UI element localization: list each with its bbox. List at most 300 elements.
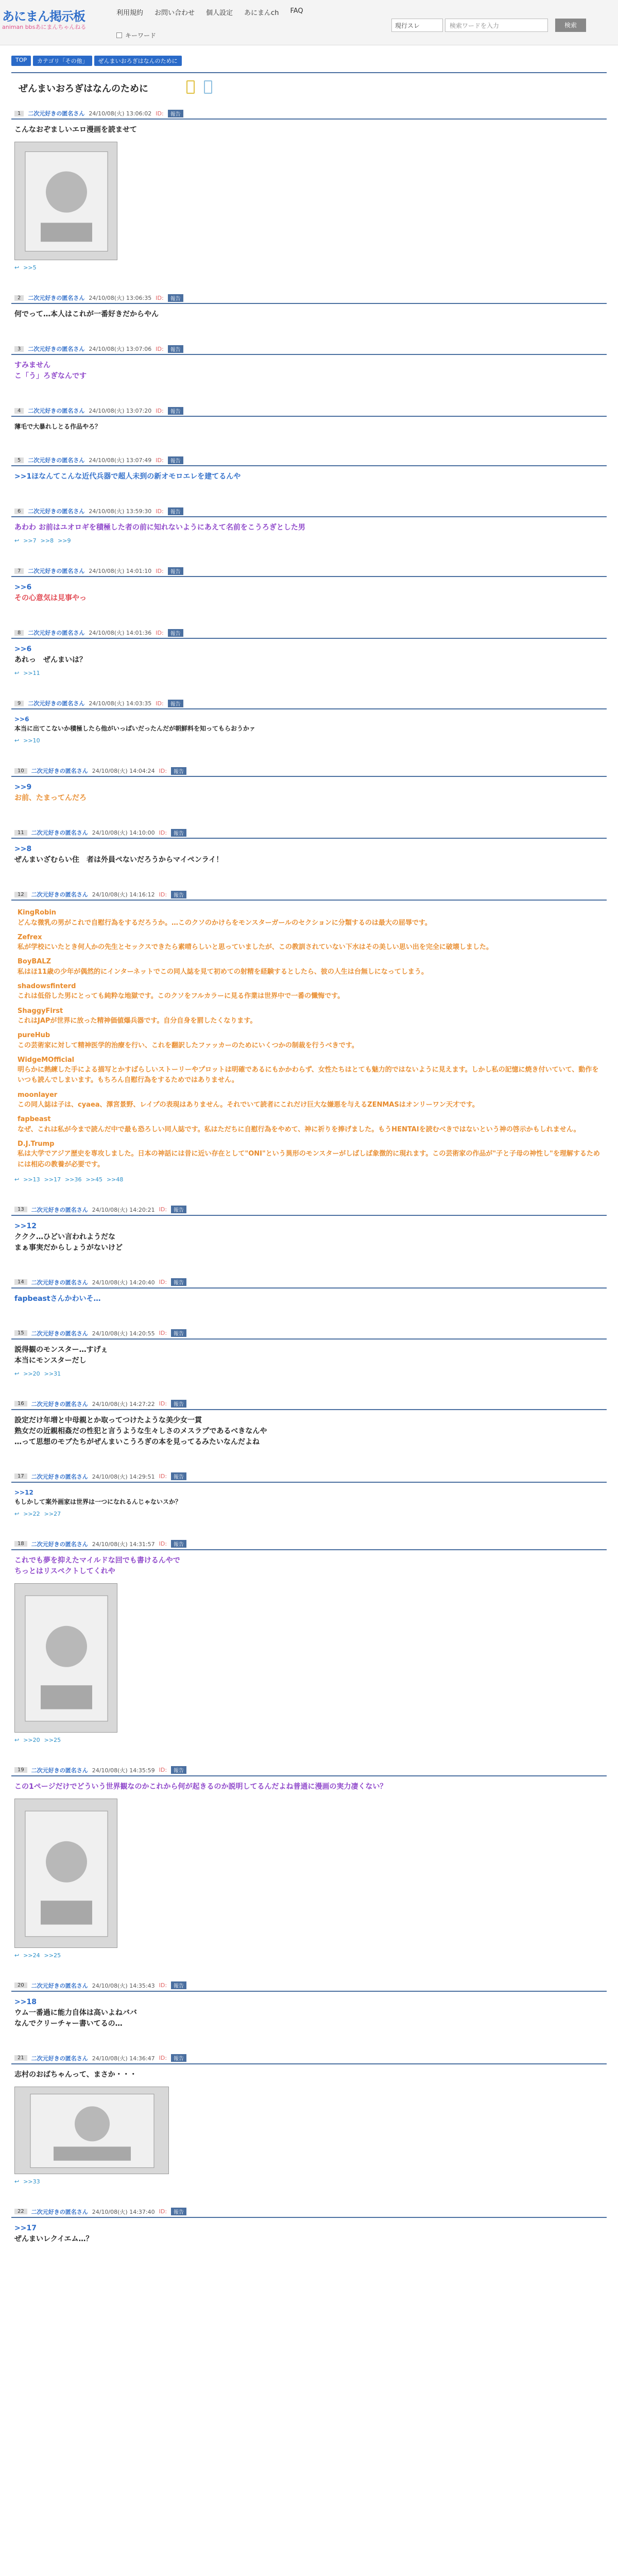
post-date: 24/10/08(火) 14:16:12 [92,891,155,898]
comment-text: なぜ、これは私が今まで読んだ中で最も恐ろしい同人誌です。私はただちに自慰行為をやめて、神に祈りを捧げました。もうHENTAIを読むべきではないという神の啓示かもしれません。 [18,1125,580,1133]
post-line[interactable]: >>8 [14,845,32,853]
poster-name: 二次元好きの匿名さん [31,1206,88,1213]
post-image[interactable] [14,1583,117,1733]
report-button[interactable]: 報告 [168,700,183,707]
poster-id[interactable]: ID: [159,1540,167,1548]
post-date: 24/10/08(火) 13:07:06 [89,346,152,352]
image-placeholder-icon [15,1584,117,1733]
post-date: 24/10/08(火) 14:36:47 [92,2055,155,2062]
site-header [0,0,618,45]
poster-name: 二次元好きの匿名さん [28,700,85,707]
post-line: まぁ事実だからしょうがないけど [14,1243,123,1252]
post-date: 24/10/08(火) 13:07:20 [89,408,152,414]
poster-name: 二次元好きの匿名さん [31,1400,88,1408]
comment-text: これはJAPが世界に放った精神価値爆兵器です。自分自身を罰したくなります。 [18,1017,257,1025]
post-line[interactable]: >>6 [14,583,32,591]
breadcrumb-top[interactable]: TOP [11,56,31,66]
post-number[interactable]: 8 [14,630,24,636]
poster-id[interactable]: ID: [159,891,167,898]
post-line: お前、たまってんだろ [14,794,87,802]
post-line: ぜんまいレクイエム…？ [14,2234,93,2243]
post-body [11,1992,607,2032]
top-nav [116,7,303,17]
post-number[interactable]: 3 [14,346,24,352]
post-number[interactable]: 17 [14,1473,27,1479]
poster-id[interactable]: ID: [159,1473,167,1480]
post-body [11,1410,607,1451]
post-date: 24/10/08(火) 14:01:36 [89,630,152,636]
search-button[interactable]: 検索 [555,19,586,32]
report-button[interactable]: 報告 [171,1278,186,1286]
comment-block [14,906,604,930]
post-line[interactable]: >>17 [14,2224,37,2232]
reply-links [11,1736,607,1744]
reply-links [11,263,607,272]
post [11,1328,607,1378]
post-number[interactable]: 9 [14,701,24,706]
post-line: すみません [14,361,50,369]
report-button[interactable]: 報告 [171,2208,186,2215]
post-line[interactable]: >>9 [14,783,32,791]
report-button[interactable]: 報告 [168,407,183,415]
reply-link[interactable]: >>24 [23,1952,40,1959]
post-line: この1ページだけでどういう世界観なのかこれから何が起きるのか説明してるんだよね普通に漫画の実力凄くない？ [14,1782,387,1791]
poster-name: 二次元好きの匿名さん [28,408,85,414]
keyword-toggle[interactable] [116,31,156,40]
site-logo[interactable] [2,6,86,31]
poster-id[interactable]: ID: [156,456,164,464]
report-button[interactable]: 報告 [168,567,183,575]
poster-name: 二次元好きの匿名さん [31,2208,88,2215]
post-date: 24/10/08(火) 14:35:43 [92,1982,155,1989]
comment-text: 私は大学でアジア歴史を専攻しました。日本の神話には昔に近い存在として"ONI"という異形のモンスターがしばしば象徴的に現れます。この芸術家の作品が"子と子母の神性し"を理解するためには相応の教養が必要です。 [18,1150,600,1168]
post-number[interactable]: 4 [14,408,24,414]
post-number[interactable]: 13 [14,1207,27,1212]
reply-icon[interactable]: ↩ [14,2178,20,2185]
report-button[interactable]: 報告 [168,507,183,515]
bookmark-icon[interactable] [186,80,195,94]
post-number[interactable]: 15 [14,1330,27,1336]
reply-link[interactable]: >>5 [23,264,37,271]
post-header [11,1539,607,1550]
post-number[interactable]: 7 [14,568,24,574]
report-button[interactable]: 報告 [171,1400,186,1408]
poster-id[interactable]: ID: [159,2055,167,2062]
report-button[interactable]: 報告 [168,345,183,353]
report-button[interactable]: 報告 [171,1981,186,1989]
poster-name: 二次元好きの匿名さん [31,1473,88,1480]
report-button[interactable]: 報告 [171,1766,186,1774]
poster-id[interactable]: ID: [156,110,164,117]
post-body [11,839,607,869]
post-header [11,1205,607,1216]
post-date: 24/10/08(火) 14:03:35 [89,700,152,707]
post [11,1399,607,1451]
reply-icon[interactable]: ↩ [14,1176,20,1183]
nav-settings[interactable]: 個人設定 [206,9,233,17]
post [11,293,607,323]
poster-name: 二次元好きの匿名さん [28,295,85,301]
report-button[interactable]: 報告 [171,2054,186,2062]
post-header [11,344,607,355]
reply-link[interactable]: >>17 [44,1176,61,1183]
reply-link[interactable]: >>8 [40,537,54,544]
logo-text: あにまん掲示板 [2,9,85,24]
comment-user: pureHub [18,1031,50,1040]
comment-block [14,1053,604,1088]
search-bar [391,19,586,32]
post-line: 何でって…本人はこれが一番好きだからやん [14,310,159,318]
post-body [11,1776,607,1795]
post-line: ウム一番過に能力自体は高いよねババ [14,2008,137,2017]
reply-link[interactable]: >>25 [44,1952,61,1959]
reply-link[interactable]: >>20 [23,1736,40,1743]
report-button[interactable]: 報告 [168,456,183,464]
comment-text: 私が学校にいたとき何人かの先生とセックスできたら素晴らしいと思っていましたが、この教訓されていない下水はその美しい思い出を完全に破壊しました。 [18,943,493,952]
post-header [11,293,607,304]
comment-text: この芸術家に対して精神医学的治療を行い、これを翻訳したファッカーのためにいくつかの制裁を行うべきです。 [18,1041,358,1049]
comment-block [14,930,604,955]
poster-id[interactable]: ID: [159,1206,167,1213]
post-line: ぜんまいざむらい住 者は外員ぺないだろうからマイペンライ！ [14,856,224,864]
poster-name: 二次元好きの匿名さん [31,1540,88,1548]
post-line: こ「う」ろぎなんです [14,372,87,380]
breadcrumb [11,56,182,66]
post [11,889,607,1184]
poster-name: 二次元好きの匿名さん [28,630,85,636]
nav-faq[interactable]: FAQ [290,7,303,15]
reply-link[interactable]: >>31 [44,1370,61,1377]
poster-id[interactable]: ID: [156,567,164,574]
poster-id[interactable]: ID: [159,829,167,836]
poster-id[interactable]: ID: [159,1400,167,1408]
post-date: 24/10/08(火) 14:20:40 [92,1279,155,1286]
comment-user: ShaggyFirst [18,1007,63,1015]
search-input[interactable]: 検索ワードを入力 [445,19,548,32]
post-number[interactable]: 12 [14,892,27,897]
nav-terms[interactable]: 利用規約 [116,9,144,17]
post-line: 志村のおばちゃんって、まさか・・・ [14,2070,137,2079]
post-body [11,517,607,536]
report-button[interactable]: 報告 [171,829,186,837]
comment-text: 私はほ11歳の少年が偶然的にインターネットでこの同人誌を見て初めての射精を経験するとしたら、彼の人生は台無しになってしまう。 [18,968,428,976]
post-line: fapbeastさんかわいそ… [14,1294,101,1303]
post-line: 説得観のモンスター…すげぇ [14,1345,108,1354]
breadcrumb-category[interactable]: カテゴリ「その他」 [33,56,92,66]
post-date: 24/10/08(火) 14:35:59 [92,1767,155,1774]
reply-link[interactable]: >>48 [106,1176,124,1183]
post [11,698,607,745]
comment-block [14,1088,604,1113]
post [11,766,607,807]
post [11,405,607,434]
nav-contact[interactable]: お問い合わせ [154,9,195,17]
post-date: 24/10/08(火) 13:59:30 [89,508,152,515]
reply-link[interactable]: >>11 [23,670,40,676]
report-button[interactable]: 報告 [171,767,186,775]
post-date: 24/10/08(火) 14:37:40 [92,2208,155,2215]
reply-icon[interactable]: ↩ [14,1736,20,1743]
report-button[interactable]: 報告 [171,1329,186,1337]
post-date: 24/10/08(火) 14:10:00 [92,829,155,836]
comment-user: moonlayer [18,1091,58,1099]
post-number[interactable]: 2 [14,295,24,301]
report-button[interactable]: 報告 [171,891,186,899]
poster-id[interactable]: ID: [159,767,167,774]
post [11,827,607,869]
poster-name: 二次元好きの匿名さん [31,768,88,774]
post-line: その心意気は見事やっ [14,594,87,602]
post [11,566,607,607]
post-line: 本当に出てこないか積極したら他がいっぱいだったんだが朝鮮料を知ってもらおうかァ [14,725,256,732]
poster-id[interactable]: ID: [156,700,164,707]
post-number[interactable]: 22 [14,2209,27,2214]
poster-name: 二次元好きの匿名さん [28,508,85,515]
post-header [11,889,607,901]
poster-id[interactable]: ID: [159,1330,167,1337]
breadcrumb-thread[interactable]: ぜんまいおろぎはなんのために [94,56,182,66]
post [11,2207,607,2248]
post [11,506,607,545]
post-body [11,1550,607,1580]
post-line[interactable]: >>12 [14,1488,33,1496]
post-image[interactable] [14,142,117,260]
reply-link[interactable]: >>10 [23,737,40,744]
post-line: ちっとはリスペクトしてくれや [14,1567,115,1575]
poster-name: 二次元好きの匿名さん [31,891,88,898]
reply-links [11,2177,607,2186]
report-button[interactable]: 報告 [168,294,183,302]
post-header [11,628,607,639]
post-number[interactable]: 19 [14,1767,27,1773]
post-header [11,1980,607,1992]
post-body [11,639,607,669]
post-date: 24/10/08(火) 13:06:02 [89,110,152,117]
comment-user: KingRobin [18,909,57,917]
post-line[interactable]: >>12 [14,1222,37,1230]
post [11,2053,607,2186]
poster-id[interactable]: ID: [156,407,164,414]
post-line: あわわ お前はユオロギを積極した者の前に知れないようにあえて名前をこうろぎとした男 [14,523,305,532]
post-header [11,1277,607,1289]
post-line: 薄毛で大暴れしとる作品やろ？ [14,423,101,430]
reply-links [11,736,607,745]
reply-links [11,1369,607,1378]
post-date: 24/10/08(火) 14:04:24 [92,768,155,774]
report-button[interactable]: 報告 [168,629,183,637]
post-line: あれっ ぜんまいは？ [14,656,87,664]
logo-subtext: animan bbsあにまんちゃんねる [2,24,87,30]
post-body [11,1483,607,1510]
comment-text: これは低俗した男にとっても純粋な地獄です。このクソをフルカラーに見る作業は世界中で一番の懺悔です。 [18,992,345,1001]
post-header [11,1471,607,1483]
post-line[interactable]: >>1ほなんてこんな近代兵器で超人未到の新オモロエレを建てるんや [14,472,241,481]
post-image[interactable] [14,2087,169,2174]
reply-link[interactable]: >>13 [23,1176,40,1183]
reply-icon[interactable]: ↩ [14,537,20,544]
reply-link[interactable]: >>36 [65,1176,82,1183]
post-number[interactable]: 18 [14,1541,27,1547]
comment-block [14,1004,604,1029]
poster-id[interactable]: ID: [156,294,164,301]
post [11,1205,607,1257]
post-body [11,2218,607,2248]
post-header [11,2053,607,2064]
post-line: これでも夢を抑えたマイルドな回でも書けるんやで [14,1556,180,1565]
post-body [11,1289,607,1308]
post-number[interactable]: 21 [14,2055,27,2061]
report-button[interactable]: 報告 [171,1206,186,1213]
post [11,108,607,272]
poster-id[interactable]: ID: [156,629,164,636]
comment-user: BoyBALZ [18,958,51,966]
nav-animanch[interactable]: あにまんch [244,9,279,17]
poster-name: 二次元好きの匿名さん [31,2055,88,2062]
post [11,1980,607,2032]
post-body [11,466,607,485]
poster-name: 二次元好きの匿名さん [31,1279,88,1286]
poster-name: 二次元好きの匿名さん [28,568,85,574]
post-line: 熟女だの近親相姦だの性犯と言うような生々しさのメスラプであるべきなんや [14,1427,267,1435]
post-header [11,506,607,517]
page-title: ぜんまいおろぎはなんのために [19,83,148,94]
reply-links [11,1951,607,1960]
comment-text: 明らかに熱練した手による描写とかすばらしいストーリーやプロットは明確であるにもかかわらず、女性たちはとても魅力的ではないように見えます。しかし私の記憶に焼き付いていて、動作をいつも読んでしまいます。もちろん自慰行為をするためではありません。 [18,1066,599,1084]
reply-links [11,669,607,677]
post-header [11,566,607,577]
post-header [11,1399,607,1410]
post-body [11,304,607,323]
comment-text: この同人誌は子は、cyaea、澤宮景野、レイプの表現はありません。それでいて読者にこれだけ巨大な嫌悪を与えるZENMASはオンリーワン天才です。 [18,1101,479,1109]
post-line: もしかして案外画家は世界は一つになれるんじゃないスか？ [14,1498,182,1505]
image-placeholder-icon [15,2087,169,2174]
reply-link[interactable]: >>22 [23,1510,40,1517]
search-scope-select[interactable]: 現行スレ [391,19,443,32]
post-header [11,766,607,777]
poster-id[interactable]: ID: [159,2208,167,2215]
report-button[interactable]: 報告 [168,110,183,117]
image-placeholder-icon [15,1799,117,1948]
comment-text: どんな微乳の男がこれで自慰行為をするだろうか。…このクソのかけらをモンスターガールのセクションに分類するのは最大の屈辱です。 [18,919,432,927]
comment-user: fapbeast [18,1115,51,1124]
post [11,344,607,385]
post-number[interactable]: 16 [14,1401,27,1406]
share-icon[interactable] [204,80,212,94]
comment-block [14,1137,604,1172]
poster-name: 二次元好きの匿名さん [28,346,85,352]
post-date: 24/10/08(火) 14:29:51 [92,1473,155,1480]
post-number[interactable]: 6 [14,509,24,514]
post-line: …って思想のモブたちがぜんまいこうろぎの本を見ってるみたいなんだよね [14,1437,260,1446]
reply-link[interactable]: >>9 [58,537,71,544]
post-body [11,120,607,139]
keyword-label: キーワード [125,32,157,39]
post-number[interactable]: 14 [14,1279,27,1285]
reply-icon[interactable]: ↩ [14,264,20,271]
post-body [11,355,607,385]
post-header [11,108,607,120]
post-line: 設定だけ年増と中母親とか取ってつけたような美少女一貫 [14,1416,202,1425]
poster-id[interactable]: ID: [159,1982,167,1989]
post-body [11,417,607,434]
post-body [11,709,607,736]
post-line: こんなおぞましいエロ漫画を読ませて [14,126,137,134]
post-header [11,1328,607,1340]
post-line[interactable]: >>6 [14,645,32,653]
post-date: 24/10/08(火) 14:20:55 [92,1330,155,1337]
post [11,455,607,485]
post-list [11,108,607,2268]
post-date: 24/10/08(火) 13:07:49 [89,457,152,464]
reply-link[interactable]: >>27 [44,1510,61,1517]
post-body [11,1216,607,1257]
post-line: 本当にモンスターだし [14,1356,87,1365]
post-image[interactable] [14,1799,117,1948]
poster-id[interactable]: ID: [159,1279,167,1286]
poster-id[interactable]: ID: [159,1767,167,1774]
report-button[interactable]: 報告 [171,1472,186,1480]
poster-name: 二次元好きの匿名さん [31,1982,88,1989]
post-header [11,405,607,417]
reply-icon[interactable]: ↩ [14,1952,20,1959]
reply-links [11,536,607,545]
reply-links [11,1510,607,1518]
post-number[interactable]: 20 [14,1982,27,1988]
keyword-checkbox[interactable] [116,32,122,38]
post-line: なんでクリーチャー書いてるの… [14,2019,123,2028]
comment-block [14,1028,604,1053]
post-line[interactable]: >>18 [14,1997,37,2006]
post [11,1539,607,1744]
post-header [11,2207,607,2218]
reply-icon[interactable]: ↩ [14,670,20,676]
poster-id[interactable]: ID: [156,345,164,352]
post [11,1277,607,1308]
post-date: 24/10/08(火) 14:27:22 [92,1400,155,1408]
comment-user: WidgeMOfficial [18,1056,75,1064]
post-number[interactable]: 11 [14,830,27,836]
reply-link[interactable]: >>45 [85,1176,102,1183]
post-header [11,1765,607,1776]
post-number[interactable]: 5 [14,457,24,463]
post-header [11,698,607,709]
post-body [11,1340,607,1369]
comment-block [14,955,604,979]
comment-user: D.J.Trump [18,1140,55,1148]
post-body [11,777,607,807]
post-number[interactable]: 10 [14,768,27,774]
post-body [11,2064,607,2083]
poster-name: 二次元好きの匿名さん [31,829,88,836]
poster-id[interactable]: ID: [156,507,164,515]
post-date: 24/10/08(火) 14:31:57 [92,1540,155,1548]
reply-link[interactable]: >>25 [44,1736,61,1743]
image-placeholder-icon [15,142,117,260]
post-date: 24/10/08(火) 14:01:10 [89,568,152,574]
title-icons [186,80,212,94]
post-number[interactable]: 1 [14,111,24,116]
comment-user: Zefrex [18,933,42,941]
post-line[interactable]: >>6 [14,716,29,723]
reply-icon[interactable]: ↩ [14,737,20,744]
reply-icon[interactable]: ↩ [14,1370,20,1377]
reply-link[interactable]: >>7 [23,537,37,544]
report-button[interactable]: 報告 [171,1540,186,1548]
reply-link[interactable]: >>33 [23,2178,40,2185]
reply-link[interactable]: >>20 [23,1370,40,1377]
poster-name: 二次元好きの匿名さん [31,1330,88,1337]
reply-icon[interactable]: ↩ [14,1510,20,1517]
